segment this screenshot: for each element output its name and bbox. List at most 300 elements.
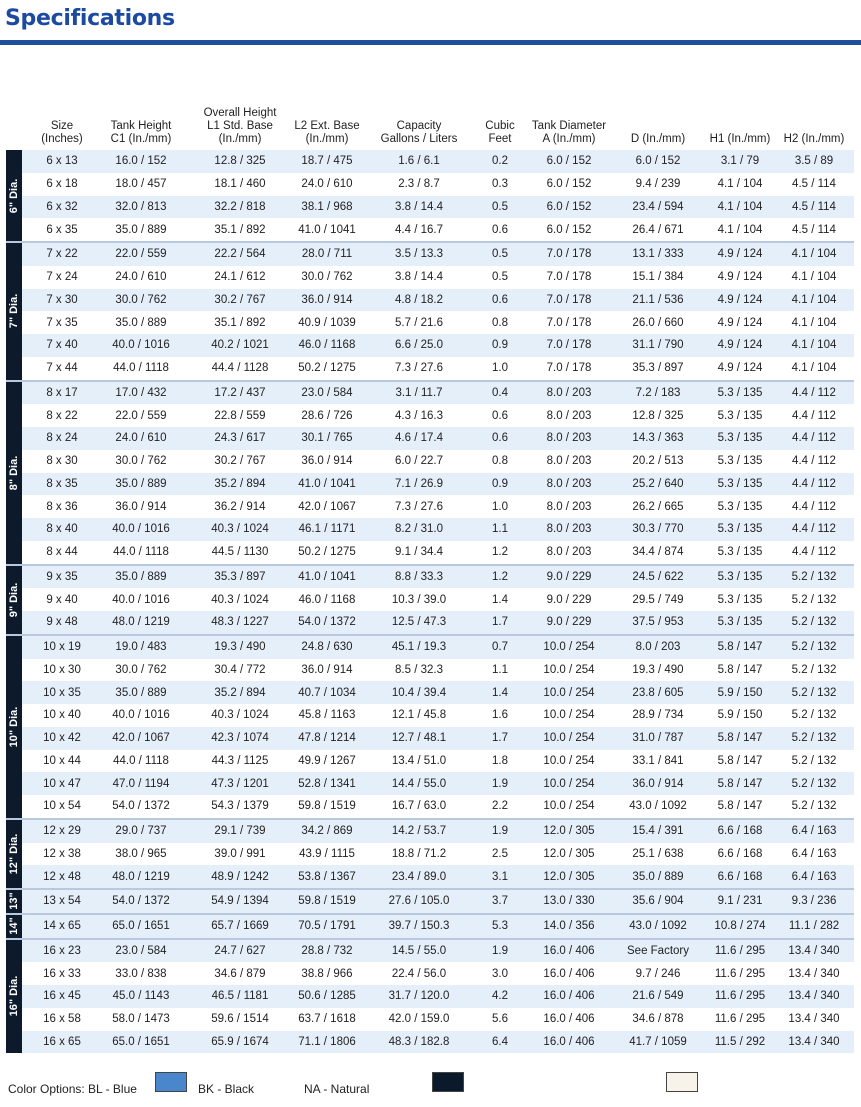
- table-cell: 35.2 / 894: [214, 477, 266, 490]
- table-cell: 10.0 / 254: [543, 800, 595, 813]
- table-cell: 44.5 / 1130: [211, 546, 269, 559]
- diameter-group: [0, 566, 861, 634]
- table-cell: 48.0 / 1219: [112, 870, 170, 883]
- table-cell: 45.1 / 19.3: [391, 641, 447, 654]
- table-cell: 47.8 / 1214: [298, 732, 356, 745]
- table-cell: 3.0: [492, 967, 508, 980]
- table-cell: 42.0 / 159.0: [388, 1013, 450, 1026]
- table-cell: 7 x 30: [46, 293, 78, 306]
- table-cell: 4.1 / 104: [791, 248, 837, 261]
- table-cell: 5.3 / 135: [717, 616, 763, 629]
- table-cell: 48.3 / 1227: [211, 616, 269, 629]
- table-cell: 4.6 / 17.4: [395, 432, 443, 445]
- table-cell: 36.0 / 914: [301, 663, 353, 676]
- table-cell: 12.0 / 305: [543, 825, 595, 838]
- diameter-group: [0, 890, 861, 913]
- table-cell: 40.9 / 1039: [298, 316, 356, 329]
- legend-intro: Color Options: BL - Blue: [8, 1082, 137, 1096]
- table-cell: 32.0 / 813: [115, 200, 167, 213]
- group-label: [6, 566, 22, 634]
- table-cell: 5.3 / 135: [717, 455, 763, 468]
- table-cell: 3.7: [492, 895, 508, 908]
- table-cell: 7.0 / 178: [546, 248, 592, 261]
- table-cell: 10 x 30: [43, 663, 81, 676]
- group-label: [6, 382, 22, 564]
- table-cell: 8 x 17: [46, 386, 78, 399]
- table-cell: 6.4 / 163: [791, 825, 837, 838]
- table-cell: 3.5 / 13.3: [395, 248, 443, 261]
- table-cell: 34.6 / 879: [214, 967, 266, 980]
- table-cell: 30.4 / 772: [214, 663, 266, 676]
- table-cell: 6 x 18: [46, 178, 78, 191]
- table-cell: 8.0 / 203: [546, 523, 592, 536]
- table-cell: 16 x 33: [43, 967, 81, 980]
- table-cell: 46.0 / 1168: [298, 593, 356, 606]
- diameter-group: [0, 382, 861, 564]
- group-label: [6, 940, 22, 1054]
- table-row: [22, 311, 854, 334]
- table-cell: 4.1 / 104: [791, 362, 837, 375]
- table-cell: 40.0 / 1016: [112, 593, 170, 606]
- table-cell: 7.3 / 27.6: [395, 362, 443, 375]
- table-cell: 9.7 / 246: [635, 967, 681, 980]
- table-cell: 54.0 / 1372: [112, 895, 170, 908]
- table-cell: 4.4 / 16.7: [395, 223, 443, 236]
- table-cell: 40.3 / 1024: [211, 523, 269, 536]
- table-cell: 27.6 / 105.0: [388, 895, 450, 908]
- table-cell: 36.0 / 914: [301, 455, 353, 468]
- group-label: [6, 636, 22, 818]
- table-row: [22, 495, 854, 518]
- table-cell: 8.0 / 203: [546, 546, 592, 559]
- table-cell: 24.8 / 630: [301, 641, 353, 654]
- table-cell: 6.6 / 168: [717, 825, 763, 838]
- table-row: [22, 541, 854, 564]
- table-cell: 8 x 44: [46, 546, 78, 559]
- table-cell: 11.6 / 295: [714, 990, 766, 1003]
- table-cell: 7.2 / 183: [635, 386, 681, 399]
- table-row: [22, 843, 854, 866]
- table-cell: 43.9 / 1115: [299, 847, 355, 860]
- table-cell: 2.3 / 8.7: [398, 178, 440, 191]
- group-label-text: 8" Dia.: [8, 455, 20, 490]
- group-label: [6, 820, 22, 888]
- table-cell: 35.3 / 897: [632, 362, 684, 375]
- table-cell: 12.5 / 47.3: [391, 616, 447, 629]
- table-cell: 71.1 / 1806: [298, 1035, 356, 1048]
- table-row: [22, 772, 854, 795]
- table-cell: 13.4 / 340: [788, 944, 840, 957]
- table-cell: 8.0 / 203: [546, 386, 592, 399]
- table-cell: 4.9 / 124: [717, 271, 763, 284]
- table-cell: 6 x 32: [46, 200, 78, 213]
- table-cell: 9.4 / 239: [635, 178, 681, 191]
- title-rule: [0, 40, 861, 45]
- table-cell: 43.0 / 1092: [629, 800, 687, 813]
- table-cell: 13.4 / 340: [788, 1035, 840, 1048]
- table-cell: 5.3 / 135: [717, 432, 763, 445]
- table-cell: 16.0 / 406: [543, 990, 595, 1003]
- table-cell: 0.9: [492, 339, 508, 352]
- column-header: L2 Ext. Base (In./mm): [294, 120, 360, 145]
- table-cell: 17.0 / 432: [115, 386, 167, 399]
- table-row: [22, 357, 854, 380]
- table-cell: 11.6 / 295: [714, 1013, 766, 1026]
- table-cell: 13.4 / 340: [788, 967, 840, 980]
- group-label: [6, 150, 22, 241]
- table-cell: 9.1 / 34.4: [395, 546, 443, 559]
- table-cell: 0.6: [492, 409, 508, 422]
- table-cell: 5.2 / 132: [791, 616, 837, 629]
- table-cell: 1.8: [492, 754, 508, 767]
- table-cell: 0.5: [492, 271, 508, 284]
- table-cell: 42.0 / 1067: [298, 500, 356, 513]
- column-header: Size (Inches): [41, 120, 83, 145]
- color-swatch: [432, 1072, 464, 1092]
- group-label-text: 9" Dia.: [8, 582, 20, 617]
- table-cell: 6.4 / 163: [791, 870, 837, 883]
- table-cell: 16 x 45: [43, 990, 81, 1003]
- table-cell: 5.2 / 132: [791, 732, 837, 745]
- table-cell: 35.0 / 889: [632, 870, 684, 883]
- table-cell: 19.3 / 490: [632, 663, 684, 676]
- table-cell: 54.9 / 1394: [211, 895, 269, 908]
- table-cell: 28.6 / 726: [301, 409, 353, 422]
- table-cell: 35.1 / 892: [214, 316, 266, 329]
- table-cell: 36.0 / 914: [632, 777, 684, 790]
- table-cell: 8.0 / 203: [546, 455, 592, 468]
- table-row: [22, 266, 854, 289]
- table-cell: 6.6 / 168: [717, 847, 763, 860]
- table-cell: 5.3 / 135: [717, 570, 763, 583]
- table-cell: 25.1 / 638: [632, 847, 684, 860]
- table-cell: 4.4 / 112: [792, 455, 836, 468]
- table-cell: 4.1 / 104: [717, 178, 763, 191]
- table-cell: 35.0 / 889: [115, 686, 167, 699]
- table-cell: 45.8 / 1163: [298, 709, 356, 722]
- table-cell: 7.0 / 178: [546, 271, 592, 284]
- table-cell: 11.6 / 295: [714, 944, 766, 957]
- table-cell: 0.7: [492, 641, 508, 654]
- table-cell: 0.3: [492, 178, 508, 191]
- diameter-group: [0, 636, 861, 818]
- table-cell: See Factory: [627, 944, 689, 957]
- table-cell: 26.0 / 660: [632, 316, 684, 329]
- table-cell: 5.2 / 132: [791, 641, 837, 654]
- table-cell: 12.1 / 45.8: [391, 709, 447, 722]
- table-cell: 5.8 / 147: [717, 641, 763, 654]
- table-cell: 8 x 22: [46, 409, 78, 422]
- table-cell: 12.8 / 325: [214, 155, 266, 168]
- table-row: [22, 962, 854, 985]
- table-row: [22, 820, 854, 843]
- table-cell: 52.8 / 1341: [298, 777, 356, 790]
- table-cell: 23.4 / 89.0: [391, 870, 447, 883]
- table-cell: 30.2 / 767: [214, 293, 266, 306]
- table-cell: 16.0 / 406: [543, 967, 595, 980]
- table-cell: 5.2 / 132: [791, 777, 837, 790]
- table-cell: 35.0 / 889: [115, 223, 167, 236]
- column-header: D (In./mm): [630, 133, 686, 145]
- table-cell: 9 x 40: [46, 593, 78, 606]
- table-cell: 26.2 / 665: [632, 500, 684, 513]
- table-cell: 34.2 / 869: [301, 825, 353, 838]
- table-cell: 44.4 / 1128: [211, 362, 269, 375]
- table-cell: 24.0 / 610: [115, 271, 167, 284]
- table-cell: 5.2 / 132: [791, 754, 837, 767]
- table-row: [22, 659, 854, 682]
- table-cell: 10.3 / 39.0: [391, 593, 447, 606]
- table-cell: 4.8 / 18.2: [395, 293, 443, 306]
- table-cell: 19.0 / 483: [115, 641, 167, 654]
- table-cell: 16 x 58: [43, 1013, 81, 1026]
- table-cell: 1.6: [492, 709, 508, 722]
- table-cell: 4.9 / 124: [717, 339, 763, 352]
- table-cell: 4.1 / 104: [791, 316, 837, 329]
- table-cell: 24.3 / 617: [214, 432, 266, 445]
- group-label-text: 6" Dia.: [8, 178, 20, 213]
- table-cell: 5.3: [492, 920, 508, 933]
- table-cell: 26.4 / 671: [632, 223, 684, 236]
- table-cell: 9.3 / 236: [791, 895, 837, 908]
- table-cell: 22.0 / 559: [115, 409, 167, 422]
- table-cell: 40.2 / 1021: [211, 339, 269, 352]
- table-cell: 40.0 / 1016: [112, 709, 170, 722]
- table-cell: 7 x 22: [46, 248, 78, 261]
- table-cell: 10.0 / 254: [543, 754, 595, 767]
- table-cell: 31.1 / 790: [632, 339, 684, 352]
- table-cell: 4.4 / 112: [792, 386, 836, 399]
- table-cell: 5.8 / 147: [717, 732, 763, 745]
- table-cell: 4.4 / 112: [792, 546, 836, 559]
- table-cell: 53.8 / 1367: [298, 870, 356, 883]
- table-cell: 42.0 / 1067: [112, 732, 170, 745]
- table-row: [22, 1031, 854, 1054]
- table-row: [22, 1008, 854, 1031]
- group-label: [6, 243, 22, 380]
- table-cell: 7 x 35: [46, 316, 78, 329]
- table-cell: 15.1 / 384: [632, 271, 684, 284]
- table-cell: 37.5 / 953: [632, 616, 684, 629]
- column-header: Overall Height L1 Std. Base (In./mm): [203, 107, 277, 145]
- table-cell: 41.7 / 1059: [629, 1035, 687, 1048]
- table-cell: 24.1 / 612: [214, 271, 266, 284]
- column-header: Cubic Feet: [485, 120, 515, 145]
- table-cell: 40.3 / 1024: [211, 709, 269, 722]
- table-cell: 4.9 / 124: [717, 362, 763, 375]
- table-header: [0, 100, 861, 150]
- table-row: [22, 681, 854, 704]
- table-cell: 16.0 / 406: [543, 944, 595, 957]
- table-cell: 41.0 / 1041: [298, 477, 356, 490]
- table-cell: 30.0 / 762: [115, 455, 167, 468]
- table-cell: 5.3 / 135: [717, 409, 763, 422]
- column-header: Tank Height C1 (In./mm): [110, 120, 172, 145]
- table-cell: 4.5 / 114: [792, 223, 836, 236]
- table-cell: 24.0 / 610: [115, 432, 167, 445]
- table-cell: 0.5: [492, 248, 508, 261]
- table-cell: 34.4 / 874: [632, 546, 684, 559]
- table-cell: 8.2 / 31.0: [395, 523, 443, 536]
- table-cell: 5.8 / 147: [717, 663, 763, 676]
- table-cell: 8 x 30: [46, 455, 78, 468]
- table-cell: 20.2 / 513: [632, 455, 684, 468]
- table-cell: 5.8 / 147: [717, 777, 763, 790]
- table-cell: 33.0 / 838: [115, 967, 167, 980]
- table-cell: 35.6 / 904: [632, 895, 684, 908]
- table-cell: 13.4 / 340: [788, 1013, 840, 1026]
- table-cell: 48.3 / 182.8: [388, 1035, 450, 1048]
- table-row: [22, 334, 854, 357]
- table-cell: 1.7: [492, 616, 508, 629]
- table-cell: 30.0 / 762: [115, 663, 167, 676]
- table-cell: 0.5: [492, 200, 508, 213]
- table-cell: 8.0 / 203: [635, 641, 681, 654]
- table-cell: 5.2 / 132: [791, 800, 837, 813]
- table-row: [22, 427, 854, 450]
- table-cell: 10.0 / 254: [543, 663, 595, 676]
- table-cell: 2.5: [492, 847, 508, 860]
- table-cell: 1.7: [492, 732, 508, 745]
- specifications-table: [0, 150, 861, 1053]
- group-label-text: 14": [8, 917, 20, 935]
- table-cell: 50.2 / 1275: [298, 362, 356, 375]
- table-cell: 21.6 / 549: [632, 990, 684, 1003]
- table-cell: 6.0 / 152: [635, 155, 681, 168]
- table-cell: 4.1 / 104: [791, 339, 837, 352]
- table-cell: 12 x 29: [43, 825, 81, 838]
- table-cell: 4.4 / 112: [792, 432, 836, 445]
- table-cell: 1.4: [492, 593, 508, 606]
- table-cell: 35.0 / 889: [115, 316, 167, 329]
- table-cell: 10.0 / 254: [543, 686, 595, 699]
- table-cell: 14.5 / 55.0: [391, 944, 447, 957]
- table-cell: 6.6 / 25.0: [395, 339, 443, 352]
- table-cell: 1.2: [492, 570, 508, 583]
- table-cell: 29.1 / 739: [214, 825, 266, 838]
- table-row: [22, 243, 854, 266]
- table-cell: 16 x 23: [43, 944, 81, 957]
- page-title: Specifications: [5, 6, 175, 31]
- table-cell: 32.2 / 818: [214, 200, 266, 213]
- column-header: H1 (In./mm): [709, 133, 771, 145]
- table-cell: 6.0 / 152: [546, 223, 592, 236]
- table-cell: 65.0 / 1651: [112, 1035, 170, 1048]
- table-cell: 17.2 / 437: [214, 386, 266, 399]
- table-cell: 5.3 / 135: [717, 546, 763, 559]
- table-cell: 46.1 / 1171: [298, 523, 356, 536]
- table-cell: 46.5 / 1181: [211, 990, 269, 1003]
- table-cell: 8.0 / 203: [546, 432, 592, 445]
- table-cell: 40.7 / 1034: [298, 686, 356, 699]
- table-cell: 38.8 / 966: [301, 967, 353, 980]
- table-cell: 10.8 / 274: [714, 920, 766, 933]
- table-cell: 6.0 / 152: [546, 178, 592, 191]
- table-cell: 6 x 13: [46, 155, 78, 168]
- table-cell: 70.5 / 1791: [298, 920, 356, 933]
- table-cell: 48.0 / 1219: [112, 616, 170, 629]
- table-cell: 14 x 65: [43, 920, 81, 933]
- table-cell: 13 x 54: [43, 895, 81, 908]
- table-cell: 24.0 / 610: [301, 178, 353, 191]
- table-cell: 40.3 / 1024: [211, 593, 269, 606]
- table-row: [22, 289, 854, 312]
- table-cell: 34.6 / 878: [632, 1013, 684, 1026]
- table-cell: 4.4 / 112: [792, 523, 836, 536]
- diameter-group: [0, 243, 861, 380]
- table-cell: 54.3 / 1379: [211, 800, 269, 813]
- group-label-text: 7" Dia.: [8, 293, 20, 329]
- table-cell: 65.9 / 1674: [211, 1035, 269, 1048]
- table-cell: 4.9 / 124: [717, 316, 763, 329]
- table-cell: 3.1 / 11.7: [395, 386, 443, 399]
- table-cell: 38.0 / 965: [115, 847, 167, 860]
- table-cell: 4.5 / 114: [792, 200, 836, 213]
- table-cell: 4.2: [492, 990, 508, 1003]
- table-cell: 49.9 / 1267: [298, 754, 356, 767]
- table-cell: 7.0 / 178: [546, 293, 592, 306]
- table-cell: 0.6: [492, 293, 508, 306]
- table-cell: 5.9 / 150: [717, 686, 763, 699]
- table-cell: 4.4 / 112: [792, 409, 836, 422]
- table-cell: 4.1 / 104: [791, 293, 837, 306]
- table-row: [22, 150, 854, 173]
- table-cell: 18.7 / 475: [301, 155, 353, 168]
- table-cell: 38.1 / 968: [301, 200, 353, 213]
- table-cell: 21.1 / 536: [632, 293, 684, 306]
- table-cell: 35.3 / 897: [214, 570, 266, 583]
- table-cell: 10 x 35: [43, 686, 81, 699]
- table-cell: 13.1 / 333: [632, 248, 684, 261]
- table-row: [22, 985, 854, 1008]
- table-cell: 1.0: [492, 500, 508, 513]
- table-cell: 28.8 / 732: [301, 944, 353, 957]
- table-cell: 1.9: [492, 944, 508, 957]
- table-cell: 5.6: [492, 1013, 508, 1026]
- table-cell: 6 x 35: [46, 223, 78, 236]
- table-cell: 39.0 / 991: [214, 847, 266, 860]
- column-header: Tank Diameter A (In./mm): [531, 120, 607, 145]
- table-cell: 14.3 / 363: [632, 432, 684, 445]
- table-cell: 24.7 / 627: [214, 944, 266, 957]
- table-cell: 7 x 24: [46, 271, 78, 284]
- table-cell: 7.0 / 178: [546, 362, 592, 375]
- table-cell: 7 x 40: [46, 339, 78, 352]
- table-cell: 7.3 / 27.6: [395, 500, 443, 513]
- table-cell: 3.8 / 14.4: [395, 200, 443, 213]
- diameter-group: [0, 150, 861, 241]
- table-cell: 4.4 / 112: [792, 500, 836, 513]
- table-cell: 0.6: [492, 223, 508, 236]
- table-cell: 12 x 38: [43, 847, 81, 860]
- table-cell: 6.4: [492, 1035, 508, 1048]
- table-cell: 16.7 / 63.0: [391, 800, 447, 813]
- color-swatch: [666, 1072, 698, 1092]
- table-cell: 0.8: [492, 455, 508, 468]
- table-cell: 4.1 / 104: [717, 223, 763, 236]
- table-cell: 5.3 / 135: [717, 386, 763, 399]
- table-cell: 1.0: [492, 362, 508, 375]
- table-row: [22, 795, 854, 818]
- color-swatch: [155, 1072, 187, 1092]
- table-cell: 15.4 / 391: [632, 825, 684, 838]
- table-cell: 6.0 / 152: [546, 200, 592, 213]
- table-cell: 13.4 / 51.0: [391, 754, 447, 767]
- table-row: [22, 636, 854, 659]
- table-cell: 5.2 / 132: [791, 663, 837, 676]
- table-cell: 42.3 / 1074: [211, 732, 269, 745]
- table-row: [22, 704, 854, 727]
